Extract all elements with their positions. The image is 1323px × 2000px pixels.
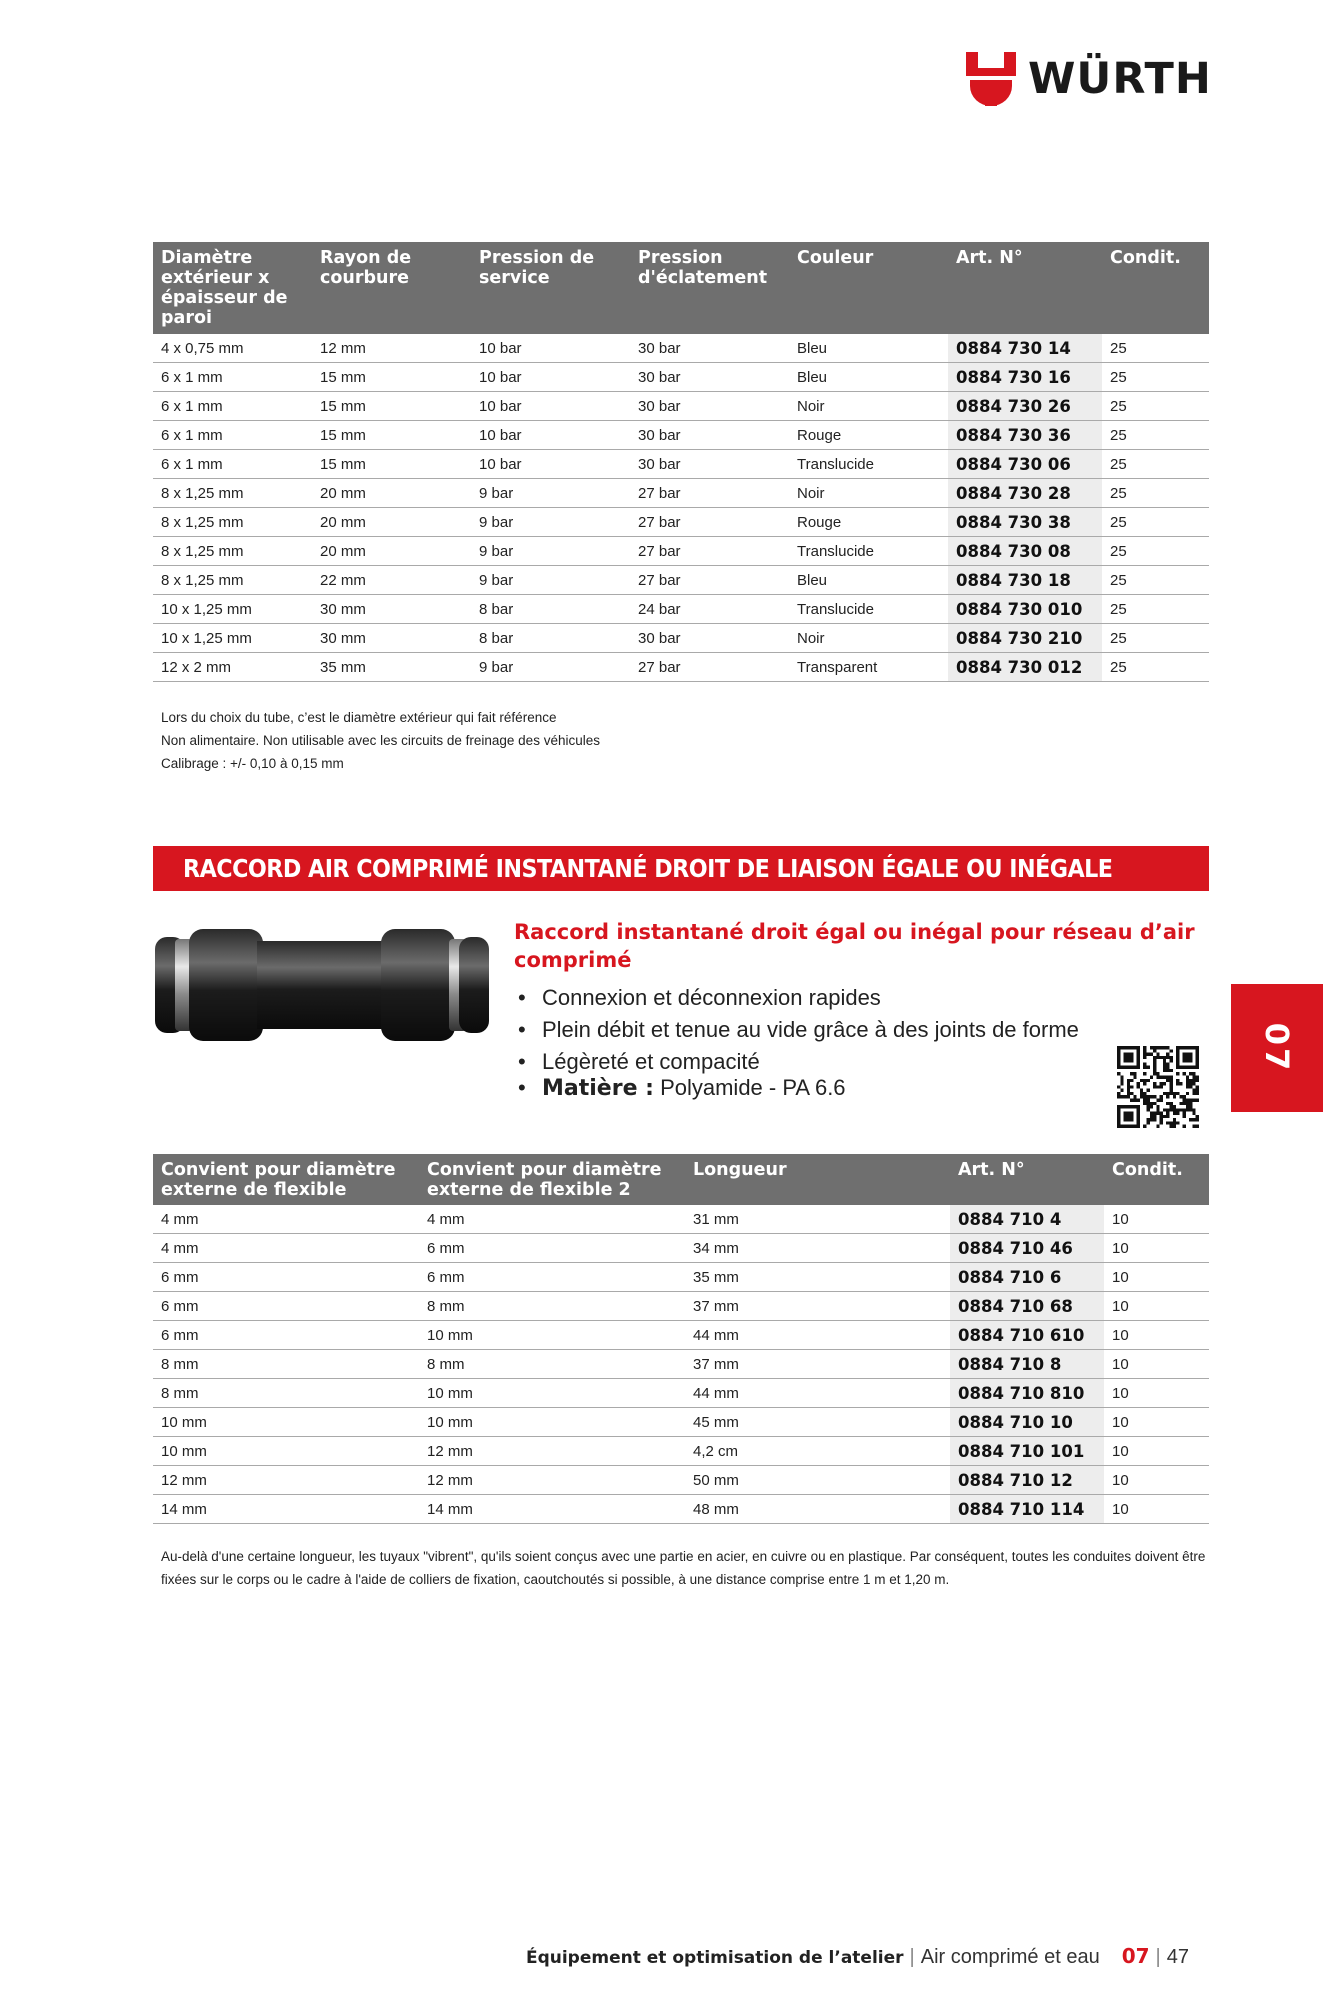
table-cell: Rouge [789, 421, 948, 450]
table-cell: 45 mm [685, 1408, 950, 1437]
wurth-logo-mark-icon [966, 52, 1016, 106]
table-row [153, 1350, 1209, 1379]
table-cell: 4 mm [153, 1234, 419, 1263]
table-cell: 10 [1104, 1263, 1209, 1292]
article-number: 0884 730 08 [948, 537, 1102, 566]
table-cell: 15 mm [312, 363, 471, 392]
table-cell: 25 [1102, 537, 1209, 566]
footer-chapter: 07 [1121, 1944, 1150, 1968]
table-cell: 14 mm [419, 1495, 685, 1524]
article-number: 0884 730 36 [948, 421, 1102, 450]
col-header-diameter: Diamètre extérieur x épaisseur de paroi [153, 242, 312, 334]
col-header-hose-diameter: Convient pour diamètre externe de flexible [153, 1154, 419, 1205]
table-cell: 8 x 1,25 mm [153, 566, 312, 595]
col-header-color: Couleur [789, 242, 948, 334]
table-cell: 10 [1104, 1292, 1209, 1321]
feature-item: • Plein débit et tenue au vide grâce à des joints de forme [514, 1014, 1079, 1046]
article-number: 0884 730 010 [948, 595, 1102, 624]
table-row [153, 1437, 1209, 1466]
table-cell: 6 mm [153, 1292, 419, 1321]
table-cell: 4 mm [419, 1205, 685, 1234]
table-row [153, 1495, 1209, 1524]
table-cell: 30 mm [312, 595, 471, 624]
table-row [153, 595, 1209, 624]
article-number: 0884 710 4 [950, 1205, 1104, 1234]
table-cell: 24 bar [630, 595, 789, 624]
table-cell: 30 bar [630, 421, 789, 450]
table-cell: 8 mm [153, 1379, 419, 1408]
table-cell: 37 mm [685, 1292, 950, 1321]
table-cell: 9 bar [471, 508, 630, 537]
table-cell: 34 mm [685, 1234, 950, 1263]
article-number: 0884 730 16 [948, 363, 1102, 392]
table-cell: 44 mm [685, 1321, 950, 1350]
table-row [153, 1321, 1209, 1350]
table-cell: 31 mm [685, 1205, 950, 1234]
article-number: 0884 730 14 [948, 334, 1102, 363]
table-cell: 25 [1102, 334, 1209, 363]
table-row [153, 537, 1209, 566]
table-cell: 9 bar [471, 566, 630, 595]
table-cell: Translucide [789, 595, 948, 624]
table-cell: 10 [1104, 1466, 1209, 1495]
table-cell: Noir [789, 392, 948, 421]
article-number: 0884 730 210 [948, 624, 1102, 653]
product-title: Raccord instantané droit égal ou inégal pour réseau d’air comprimé [514, 920, 1195, 972]
table-cell: 10 [1104, 1495, 1209, 1524]
note-line: Lors du choix du tube, c’est le diamètre extérieur qui fait référence [161, 710, 557, 725]
table-cell: 50 mm [685, 1466, 950, 1495]
table-header-row [153, 1154, 1209, 1205]
article-number: 0884 710 68 [950, 1292, 1104, 1321]
table-row [153, 1379, 1209, 1408]
material-label: Matière : [542, 1076, 654, 1101]
table-row [153, 566, 1209, 595]
table-cell: 15 mm [312, 450, 471, 479]
table-cell: 10 [1104, 1234, 1209, 1263]
table-cell: 10 bar [471, 334, 630, 363]
table-cell: 10 mm [419, 1408, 685, 1437]
table-row [153, 508, 1209, 537]
table-cell: 14 mm [153, 1495, 419, 1524]
table-cell: 6 mm [419, 1234, 685, 1263]
table-row [153, 334, 1209, 363]
table-cell: 8 x 1,25 mm [153, 508, 312, 537]
note-line: Non alimentaire. Non utilisable avec les circuits de freinage des véhicules [161, 733, 600, 748]
table-notes [161, 706, 600, 775]
article-number: 0884 710 46 [950, 1234, 1104, 1263]
table-cell: 25 [1102, 450, 1209, 479]
table-cell: 25 [1102, 595, 1209, 624]
col-header-bend-radius: Rayon de courbure [312, 242, 471, 334]
article-number: 0884 710 6 [950, 1263, 1104, 1292]
table-cell: 8 bar [471, 624, 630, 653]
table-cell: 6 x 1 mm [153, 421, 312, 450]
table-row [153, 421, 1209, 450]
page-footer [526, 1944, 1189, 1969]
table-cell: 8 x 1,25 mm [153, 479, 312, 508]
note-line: Calibrage : +/- 0,10 à 0,15 mm [161, 756, 344, 771]
table-cell: Bleu [789, 566, 948, 595]
table-row [153, 1205, 1209, 1234]
table-cell: 30 bar [630, 334, 789, 363]
table-cell: 10 [1104, 1379, 1209, 1408]
feature-item-material [514, 1074, 1079, 1102]
table-cell: 35 mm [685, 1263, 950, 1292]
section-banner [153, 846, 1209, 891]
table-cell: 10 [1104, 1350, 1209, 1379]
table-cell: 27 bar [630, 479, 789, 508]
table-cell: 25 [1102, 653, 1209, 682]
table-row [153, 1466, 1209, 1495]
section-title: RACCORD AIR COMPRIMÉ INSTANTANÉ DROIT DE LIAISON ÉGALE OU INÉGALE [183, 854, 1113, 883]
table-cell: 48 mm [685, 1495, 950, 1524]
table-cell: 4 mm [153, 1205, 419, 1234]
table-cell: 30 mm [312, 624, 471, 653]
table-cell: 10 mm [153, 1437, 419, 1466]
table-cell: 15 mm [312, 392, 471, 421]
table-cell: 10 [1104, 1437, 1209, 1466]
feature-item: • Légèreté et compacité [514, 1046, 1079, 1078]
article-number: 0884 710 114 [950, 1495, 1104, 1524]
feature-item: • Connexion et déconnexion rapides [514, 982, 1079, 1014]
table-cell: 25 [1102, 566, 1209, 595]
table-cell: 22 mm [312, 566, 471, 595]
table-cell: 10 x 1,25 mm [153, 595, 312, 624]
push-in-connector-image [153, 915, 489, 1055]
table-cell: Translucide [789, 537, 948, 566]
table-cell: 4,2 cm [685, 1437, 950, 1466]
table-cell: 10 mm [153, 1408, 419, 1437]
col-header-length: Longueur [685, 1154, 950, 1205]
table-cell: 8 mm [153, 1350, 419, 1379]
footer-separator: | [909, 1946, 915, 1968]
table-cell: 30 bar [630, 392, 789, 421]
col-header-hose-diameter-2: Convient pour diamètre externe de flexible 2 [419, 1154, 685, 1205]
table-row [153, 392, 1209, 421]
table-cell: 10 bar [471, 363, 630, 392]
table-cell: 9 bar [471, 479, 630, 508]
table-cell: 6 mm [153, 1263, 419, 1292]
table-cell: Transparent [789, 653, 948, 682]
table-cell: 12 mm [419, 1437, 685, 1466]
article-number: 0884 730 18 [948, 566, 1102, 595]
connector-spec-table [153, 1154, 1209, 1524]
table-cell: 30 bar [630, 450, 789, 479]
article-number: 0884 730 06 [948, 450, 1102, 479]
table-row [153, 1408, 1209, 1437]
table-row [153, 363, 1209, 392]
table-cell: 12 mm [312, 334, 471, 363]
table-cell: 8 bar [471, 595, 630, 624]
table-row [153, 653, 1209, 682]
table-cell: 10 mm [419, 1321, 685, 1350]
table-cell: 15 mm [312, 421, 471, 450]
feature-list [514, 982, 1079, 1102]
article-number: 0884 710 8 [950, 1350, 1104, 1379]
table-cell: 6 mm [419, 1263, 685, 1292]
table-cell: 8 mm [419, 1292, 685, 1321]
table-row [153, 1292, 1209, 1321]
chapter-number: 07 [1258, 1022, 1296, 1074]
table-cell: 10 [1104, 1321, 1209, 1350]
table-cell: 25 [1102, 363, 1209, 392]
table-cell: 9 bar [471, 537, 630, 566]
table-cell: 10 bar [471, 392, 630, 421]
mounting-note: Au-delà d'une certaine longueur, les tuyaux "vibrent", qu'ils soient conçus avec une partie en acier, en cuivre ou en plastique. Par conséquent, toutes les conduites doivent être fixées sur le corps ou le cadre à l'aide de colliers de fixation, caoutchoutés si possible, à une distance comprise entre 1 m et 1,20 m. [161, 1549, 1206, 1587]
table-cell: 27 bar [630, 537, 789, 566]
table-cell: Noir [789, 479, 948, 508]
material-value: Polyamide - PA 6.6 [660, 1075, 846, 1100]
table-cell: 25 [1102, 392, 1209, 421]
article-number: 0884 710 12 [950, 1466, 1104, 1495]
table-cell: 12 x 2 mm [153, 653, 312, 682]
table-cell: 20 mm [312, 479, 471, 508]
table-cell: 10 bar [471, 421, 630, 450]
qr-code-icon[interactable] [1117, 1046, 1199, 1128]
tube-spec-table [153, 242, 1209, 682]
table-cell: 6 x 1 mm [153, 450, 312, 479]
wurth-logo [966, 52, 1216, 106]
table-cell: 12 mm [419, 1466, 685, 1495]
footer-subsection: Air comprimé et eau [920, 1946, 1100, 1968]
article-number: 0884 710 10 [950, 1408, 1104, 1437]
table-cell: 37 mm [685, 1350, 950, 1379]
table-cell: 6 x 1 mm [153, 392, 312, 421]
table-cell: 10 [1104, 1408, 1209, 1437]
table-cell: 44 mm [685, 1379, 950, 1408]
col-header-art-no: Art. N° [950, 1154, 1104, 1205]
table-row [153, 1263, 1209, 1292]
table-row [153, 479, 1209, 508]
col-header-art-no: Art. N° [948, 242, 1102, 334]
table-cell: 25 [1102, 479, 1209, 508]
table-cell: 30 bar [630, 363, 789, 392]
table-cell: 10 mm [419, 1379, 685, 1408]
article-number: 0884 710 810 [950, 1379, 1104, 1408]
table-cell: 8 mm [419, 1350, 685, 1379]
col-header-pack: Condit. [1102, 242, 1209, 334]
table-cell: 35 mm [312, 653, 471, 682]
table-cell: Bleu [789, 334, 948, 363]
chapter-tab [1231, 984, 1323, 1112]
col-header-burst-pressure: Pression d'éclatement [630, 242, 789, 334]
table-header-row [153, 242, 1209, 334]
footer-section: Équipement et optimisation de l’atelier [525, 1948, 904, 1968]
col-header-pack: Condit. [1104, 1154, 1209, 1205]
table-cell: 10 bar [471, 450, 630, 479]
table-cell: 9 bar [471, 653, 630, 682]
table-cell: 20 mm [312, 508, 471, 537]
table-cell: 10 [1104, 1205, 1209, 1234]
table-cell: 25 [1102, 508, 1209, 537]
article-number: 0884 730 26 [948, 392, 1102, 421]
footer-page-separator: | [1155, 1946, 1161, 1968]
table-cell: 12 mm [153, 1466, 419, 1495]
table-row [153, 624, 1209, 653]
table-cell: Noir [789, 624, 948, 653]
table-row [153, 1234, 1209, 1263]
table-cell: 27 bar [630, 653, 789, 682]
table-cell: 20 mm [312, 537, 471, 566]
article-number: 0884 730 012 [948, 653, 1102, 682]
brand-name: WÜRTH [1028, 54, 1212, 104]
table-cell: 8 x 1,25 mm [153, 537, 312, 566]
article-number: 0884 710 610 [950, 1321, 1104, 1350]
article-number: 0884 730 28 [948, 479, 1102, 508]
table-cell: 27 bar [630, 508, 789, 537]
table-cell: Translucide [789, 450, 948, 479]
table-cell: 30 bar [630, 624, 789, 653]
table-cell: 10 x 1,25 mm [153, 624, 312, 653]
table-cell: 25 [1102, 624, 1209, 653]
table-cell: Bleu [789, 363, 948, 392]
page-number: 47 [1166, 1946, 1189, 1968]
table-cell: 25 [1102, 421, 1209, 450]
table-cell: 6 x 1 mm [153, 363, 312, 392]
col-header-service-pressure: Pression de service [471, 242, 630, 334]
table-cell: 6 mm [153, 1321, 419, 1350]
table-row [153, 450, 1209, 479]
table-cell: 4 x 0,75 mm [153, 334, 312, 363]
table-cell: Rouge [789, 508, 948, 537]
article-number: 0884 710 101 [950, 1437, 1104, 1466]
article-number: 0884 730 38 [948, 508, 1102, 537]
table-cell: 27 bar [630, 566, 789, 595]
